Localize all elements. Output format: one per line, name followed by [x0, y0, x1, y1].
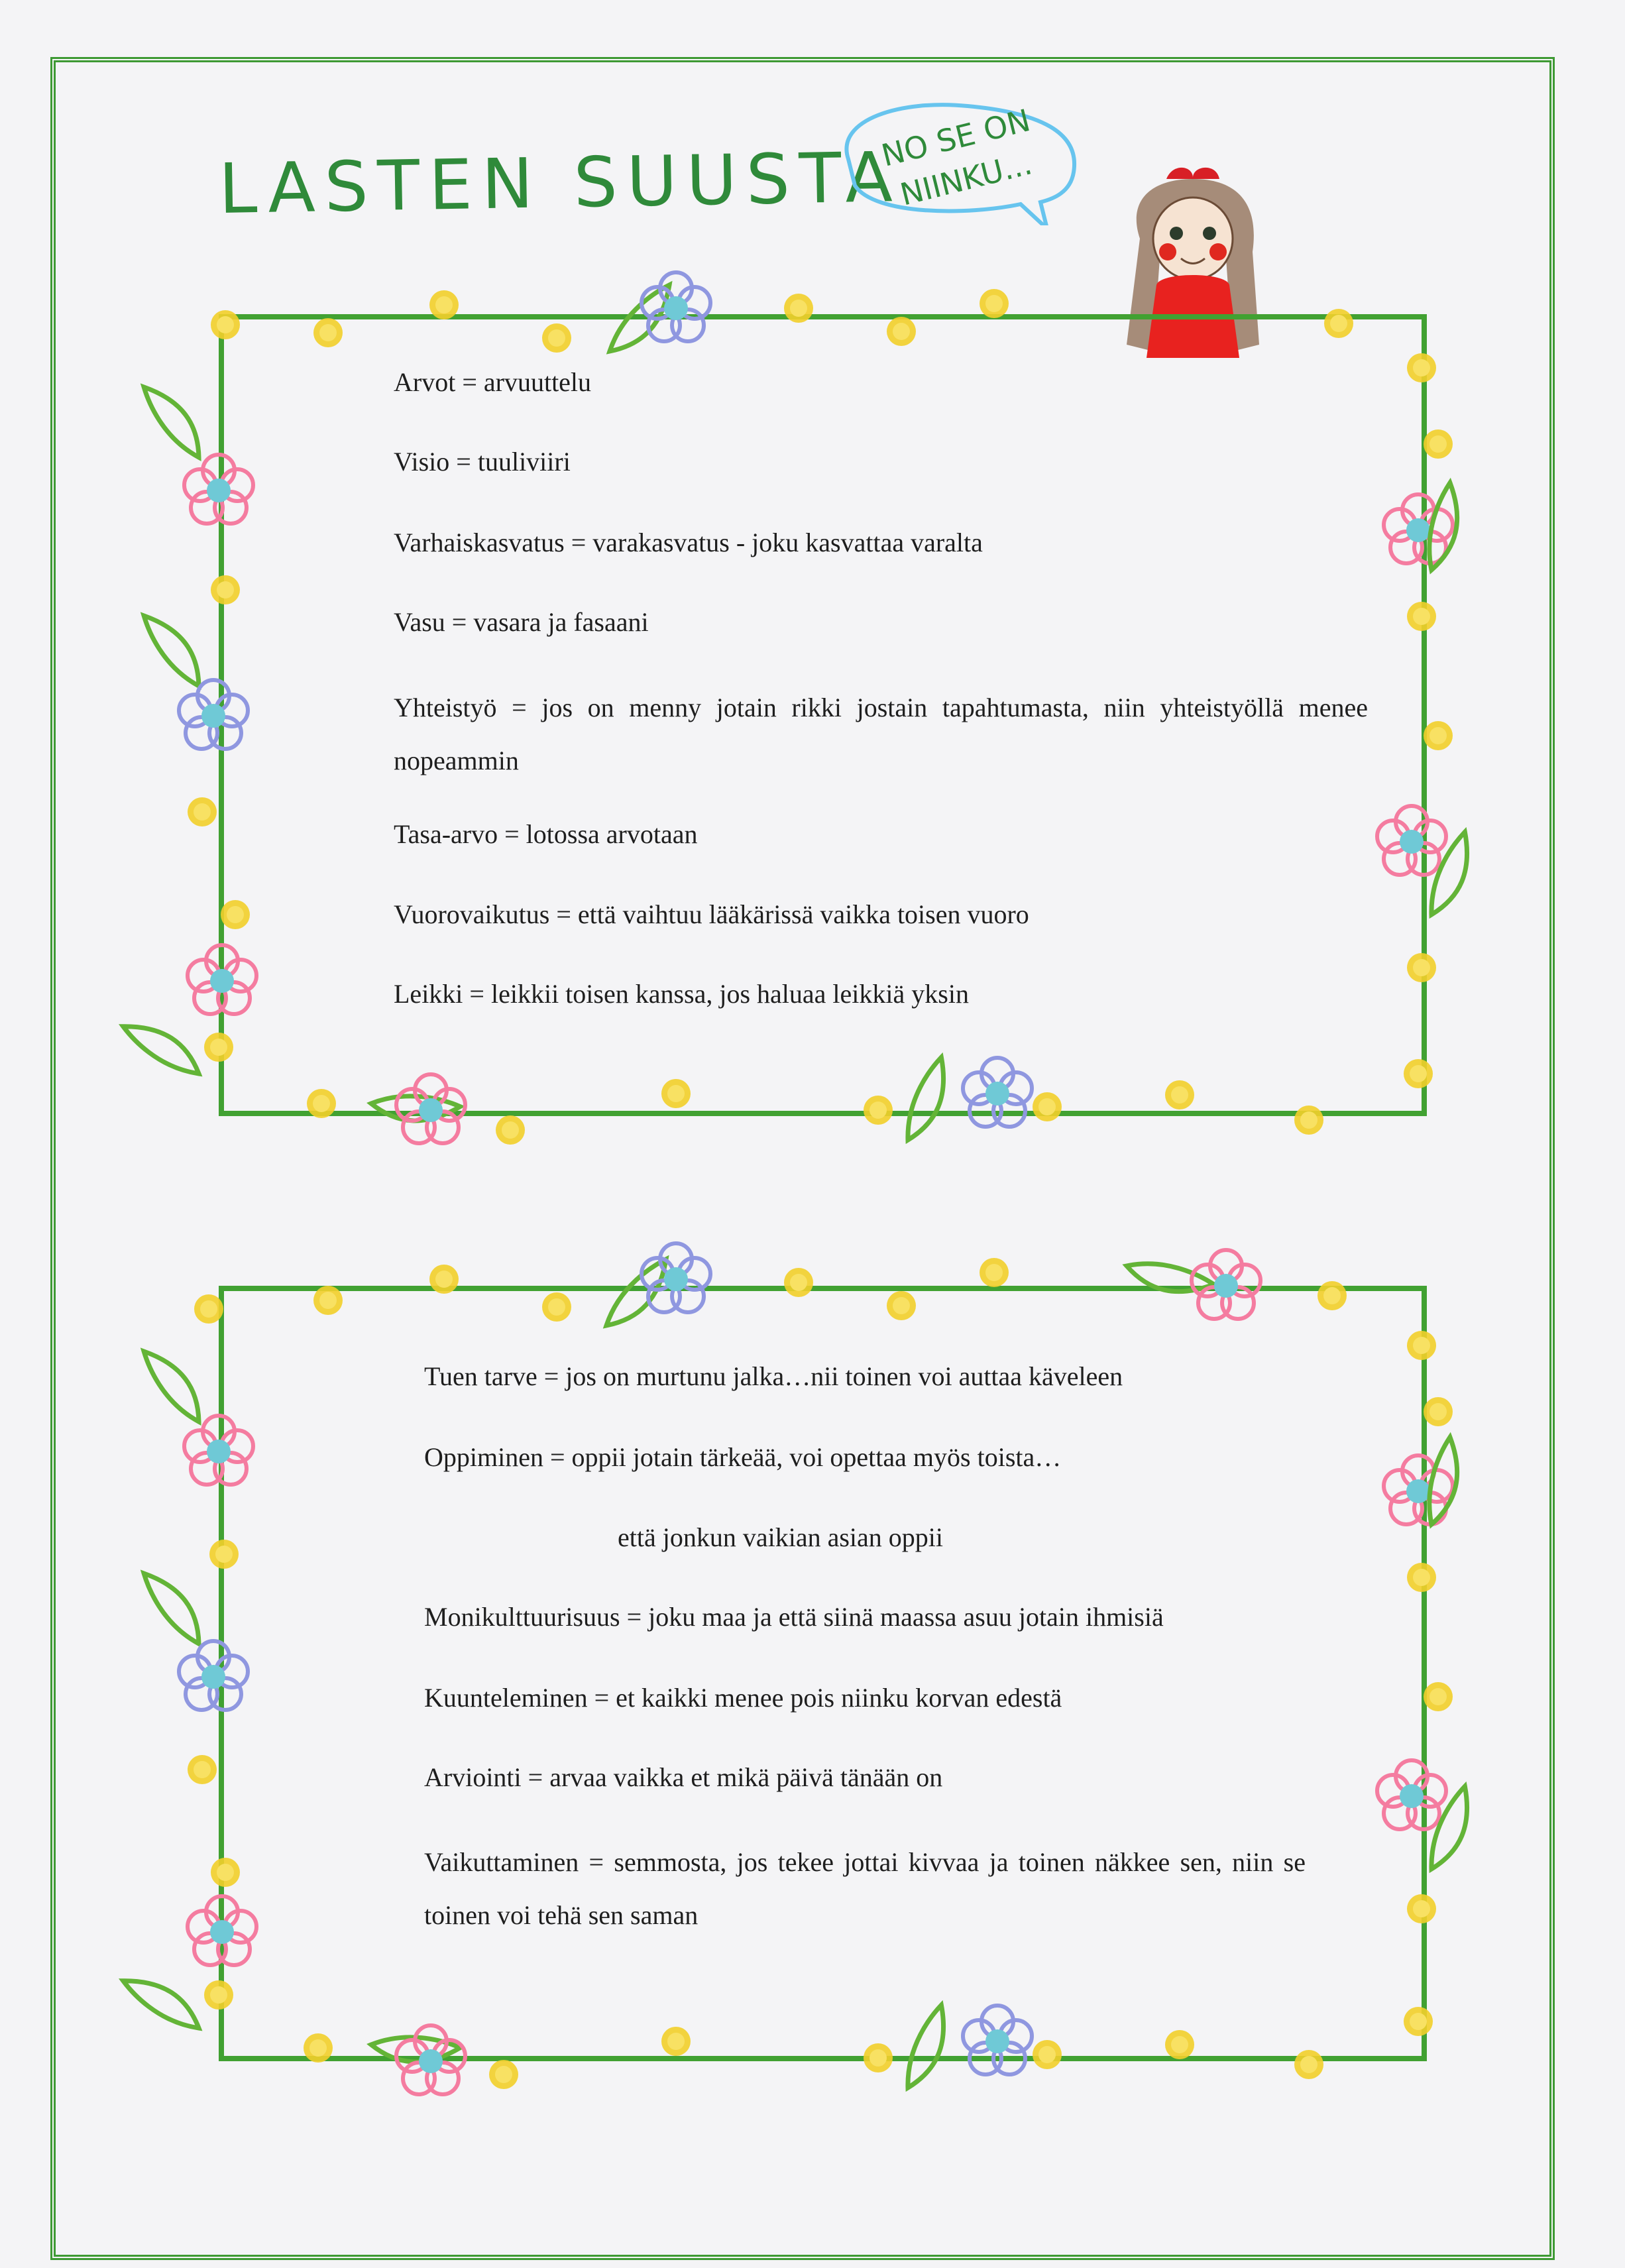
page-title: LASTEN SUUSTA: [218, 137, 903, 229]
definition-oppiminen: Oppiminen = oppii jotain tärkeää, voi opettaa myös toista…: [424, 1442, 1062, 1472]
definition-tasa-arvo: Tasa-arvo = lotossa arvotaan: [394, 819, 698, 849]
definition-visio: Visio = tuuliviiri: [394, 447, 571, 477]
definition-kuunteleminen: Kuunteleminen = et kaikki menee pois niinku korvan edestä: [424, 1683, 1062, 1713]
definition-tuen-tarve: Tuen tarve = jos on murtunu jalka…nii toinen voi auttaa käveleen: [424, 1361, 1123, 1391]
speech-bubble-text: NO SE ON NIINKU...: [877, 102, 1036, 213]
definition-oppiminen-continued: että jonkun vaikian asian oppii: [618, 1522, 943, 1552]
definition-vuorovaikutus: Vuorovaikutus = että vaihtuu lääkärissä vaikka toisen vuoro: [394, 899, 1029, 929]
definition-leikki: Leikki = leikkii toisen kanssa, jos haluaa leikkiä yksin: [394, 979, 969, 1009]
definition-arviointi: Arviointi = arvaa vaikka et mikä päivä tänään on: [424, 1762, 943, 1792]
definitions-box-2: [219, 1286, 1427, 2061]
definition-arvot: Arvot = arvuuttelu: [394, 367, 592, 397]
definition-vasu: Vasu = vasara ja fasaani: [394, 607, 649, 637]
definition-vaikuttaminen: Vaikuttaminen = semmosta, jos tekee jottai kivvaa ja toinen näkkee sen, niin se toinen voi tehä sen saman: [424, 1847, 1306, 1930]
definition-monikulttuurisuus: Monikulttuurisuus = joku maa ja että siinä maassa asuu jotain ihmisiä: [424, 1602, 1164, 1632]
definition-yhteistyo: Yhteistyö = jos on menny jotain rikki jostain tapahtumasta, niin yhteistyöllä menee nopeammin: [394, 693, 1368, 775]
definition-varhaiskasvatus: Varhaiskasvatus = varakasvatus - joku kasvattaa varalta: [394, 528, 983, 557]
